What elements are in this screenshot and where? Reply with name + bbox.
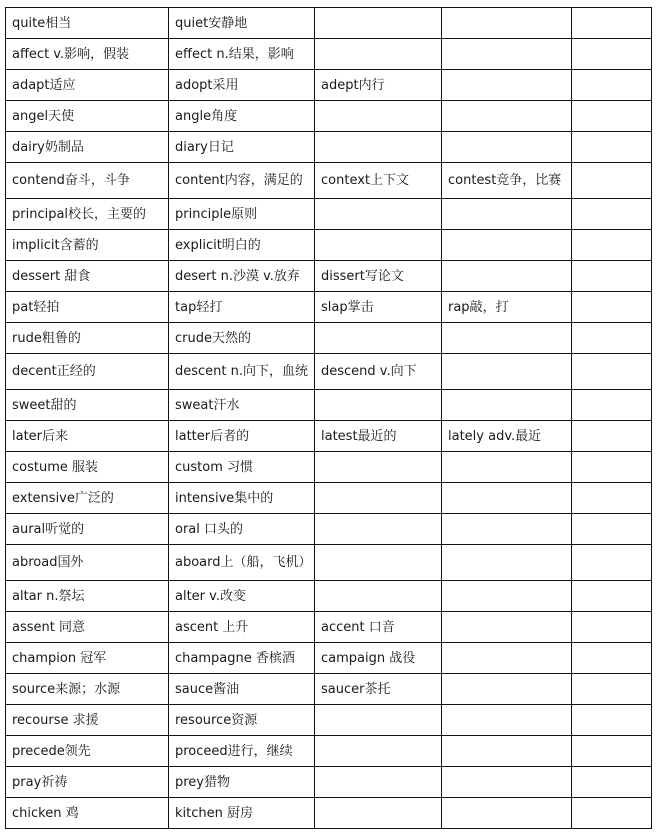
- table-cell: custom 习惯: [169, 452, 315, 483]
- table-cell: [315, 705, 442, 736]
- table-cell: [572, 483, 652, 514]
- table-cell: later后来: [6, 421, 169, 452]
- table-cell: [572, 292, 652, 323]
- table-cell: [442, 798, 572, 829]
- table-cell: source来源；水源: [6, 674, 169, 705]
- table-cell: [572, 101, 652, 132]
- table-cell: [442, 674, 572, 705]
- table-cell: [442, 736, 572, 767]
- table-cell: [442, 643, 572, 674]
- table-cell: prey猎物: [169, 767, 315, 798]
- table-cell: precede领先: [6, 736, 169, 767]
- table-row: [6, 545, 652, 581]
- table-cell: oral 口头的: [169, 514, 315, 545]
- table-row: [6, 736, 652, 767]
- table-cell: lately adv.最近: [442, 421, 572, 452]
- table-cell: [315, 545, 442, 581]
- table-cell: [442, 323, 572, 354]
- table-cell: [572, 70, 652, 101]
- table-row: [6, 8, 652, 39]
- table-row: [6, 230, 652, 261]
- table-cell: descent n.向下，血统: [169, 354, 315, 390]
- table-cell: [315, 798, 442, 829]
- table-cell: [442, 70, 572, 101]
- table-cell: [572, 390, 652, 421]
- table-cell: [572, 545, 652, 581]
- table-cell: [572, 199, 652, 230]
- table-cell: principle原则: [169, 199, 315, 230]
- table-cell: diary日记: [169, 132, 315, 163]
- table-cell: [315, 323, 442, 354]
- table-cell: [315, 514, 442, 545]
- table-cell: [442, 39, 572, 70]
- table-cell: [442, 230, 572, 261]
- table-cell: ascent 上升: [169, 612, 315, 643]
- table-cell: [315, 199, 442, 230]
- table-row: [6, 421, 652, 452]
- table-row: [6, 705, 652, 736]
- table-row: [6, 261, 652, 292]
- table-cell: contest竞争，比赛: [442, 163, 572, 199]
- table-row: [6, 674, 652, 705]
- table-cell: recourse 求援: [6, 705, 169, 736]
- table-cell: [572, 643, 652, 674]
- vocabulary-table: [5, 7, 652, 829]
- table-cell: rude粗鲁的: [6, 323, 169, 354]
- table-cell: explicit明白的: [169, 230, 315, 261]
- table-row: [6, 612, 652, 643]
- table-cell: [572, 798, 652, 829]
- table-row: [6, 39, 652, 70]
- table-cell: [442, 767, 572, 798]
- table-cell: slap掌击: [315, 292, 442, 323]
- vocabulary-table-body: [6, 8, 652, 829]
- table-row: [6, 767, 652, 798]
- table-cell: adapt适应: [6, 70, 169, 101]
- table-cell: champagne 香槟酒: [169, 643, 315, 674]
- table-cell: [572, 163, 652, 199]
- table-cell: [315, 132, 442, 163]
- table-cell: crude天然的: [169, 323, 315, 354]
- table-cell: saucer茶托: [315, 674, 442, 705]
- table-row: [6, 798, 652, 829]
- table-cell: altar n.祭坛: [6, 581, 169, 612]
- table-cell: quiet安静地: [169, 8, 315, 39]
- table-cell: effect n.结果，影响: [169, 39, 315, 70]
- table-cell: dissert写论文: [315, 261, 442, 292]
- table-row: [6, 514, 652, 545]
- table-cell: latter后者的: [169, 421, 315, 452]
- table-cell: pat轻拍: [6, 292, 169, 323]
- table-cell: [442, 199, 572, 230]
- table-row: [6, 581, 652, 612]
- table-cell: [315, 483, 442, 514]
- table-cell: [572, 674, 652, 705]
- table-cell: resource资源: [169, 705, 315, 736]
- table-cell: [442, 514, 572, 545]
- table-cell: [572, 230, 652, 261]
- table-cell: descend v.向下: [315, 354, 442, 390]
- table-cell: implicit含蓄的: [6, 230, 169, 261]
- table-cell: [315, 230, 442, 261]
- table-cell: [315, 452, 442, 483]
- table-cell: [572, 612, 652, 643]
- table-cell: [442, 354, 572, 390]
- table-row: [6, 452, 652, 483]
- table-cell: costume 服装: [6, 452, 169, 483]
- table-cell: chicken 鸡: [6, 798, 169, 829]
- table-cell: [315, 736, 442, 767]
- table-cell: angel天使: [6, 101, 169, 132]
- table-row: [6, 292, 652, 323]
- table-cell: [315, 767, 442, 798]
- table-cell: adopt采用: [169, 70, 315, 101]
- table-cell: [442, 705, 572, 736]
- table-cell: tap轻打: [169, 292, 315, 323]
- table-cell: alter v.改变: [169, 581, 315, 612]
- table-cell: aural听觉的: [6, 514, 169, 545]
- table-row: [6, 163, 652, 199]
- table-cell: [572, 581, 652, 612]
- table-cell: affect v.影响，假装: [6, 39, 169, 70]
- table-cell: [572, 767, 652, 798]
- table-cell: quite相当: [6, 8, 169, 39]
- table-cell: adept内行: [315, 70, 442, 101]
- table-cell: [572, 132, 652, 163]
- table-cell: aboard上（船，飞机）: [169, 545, 315, 581]
- table-cell: extensive广泛的: [6, 483, 169, 514]
- table-cell: [572, 514, 652, 545]
- table-cell: [572, 354, 652, 390]
- table-cell: context上下文: [315, 163, 442, 199]
- table-cell: sweet甜的: [6, 390, 169, 421]
- table-cell: [442, 581, 572, 612]
- table-cell: [315, 101, 442, 132]
- table-cell: [315, 39, 442, 70]
- table-cell: [572, 261, 652, 292]
- table-cell: intensive集中的: [169, 483, 315, 514]
- table-cell: [442, 261, 572, 292]
- table-row: [6, 483, 652, 514]
- table-cell: [315, 390, 442, 421]
- table-row: [6, 323, 652, 354]
- table-cell: campaign 战役: [315, 643, 442, 674]
- table-cell: [572, 421, 652, 452]
- table-cell: sauce酱油: [169, 674, 315, 705]
- table-cell: champion 冠军: [6, 643, 169, 674]
- table-row: [6, 390, 652, 421]
- table-row: [6, 132, 652, 163]
- table-cell: accent 口音: [315, 612, 442, 643]
- table-row: [6, 70, 652, 101]
- table-cell: assent 同意: [6, 612, 169, 643]
- table-cell: sweat汗水: [169, 390, 315, 421]
- table-row: [6, 354, 652, 390]
- table-cell: [442, 483, 572, 514]
- table-cell: dessert 甜食: [6, 261, 169, 292]
- table-cell: [572, 39, 652, 70]
- table-cell: [442, 8, 572, 39]
- table-cell: [572, 323, 652, 354]
- table-cell: [442, 101, 572, 132]
- table-cell: [315, 581, 442, 612]
- table-cell: contend奋斗，斗争: [6, 163, 169, 199]
- table-cell: angle角度: [169, 101, 315, 132]
- table-cell: [442, 612, 572, 643]
- table-cell: [572, 705, 652, 736]
- table-cell: kitchen 厨房: [169, 798, 315, 829]
- table-cell: dairy奶制品: [6, 132, 169, 163]
- table-cell: [442, 452, 572, 483]
- table-cell: principal校长，主要的: [6, 199, 169, 230]
- table-cell: rap敲，打: [442, 292, 572, 323]
- table-row: [6, 643, 652, 674]
- table-cell: latest最近的: [315, 421, 442, 452]
- table-cell: pray祈祷: [6, 767, 169, 798]
- table-cell: [315, 8, 442, 39]
- table-cell: desert n.沙漠 v.放弃: [169, 261, 315, 292]
- table-row: [6, 101, 652, 132]
- table-cell: [442, 545, 572, 581]
- table-cell: decent正经的: [6, 354, 169, 390]
- table-cell: content内容，满足的: [169, 163, 315, 199]
- table-cell: abroad国外: [6, 545, 169, 581]
- table-cell: [572, 452, 652, 483]
- table-cell: proceed进行，继续: [169, 736, 315, 767]
- table-cell: [442, 390, 572, 421]
- table-cell: [572, 8, 652, 39]
- table-cell: [572, 736, 652, 767]
- table-cell: [442, 132, 572, 163]
- table-row: [6, 199, 652, 230]
